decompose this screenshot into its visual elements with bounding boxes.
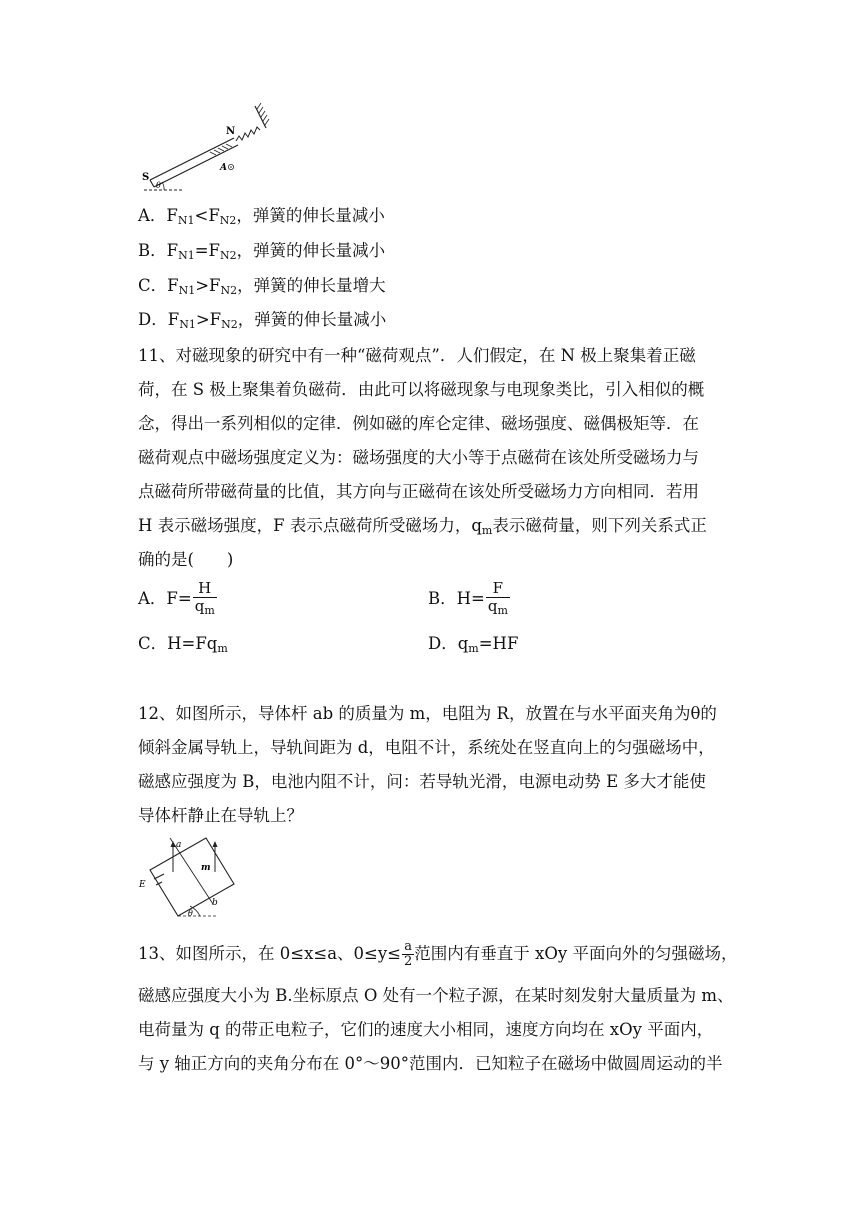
- q13-text-line-1: 13、如图所示，在 0≤x≤a、0≤y≤ $\frac{a}{2}$ 范围内有垂直于 xOy 平面向外的匀强磁场，: [138, 939, 738, 969]
- q10-option-b: B．$F_{N1}=F_{N2}$，弹簧的伸长量减小: [138, 241, 386, 262]
- q12-text-line-1: 12、如图所示，导体杆 ab 的质量为 m，电阻为 R，放置在与水平面夹角为θ的: [138, 704, 717, 723]
- q11-option-a-fraction: $\frac{H}{q_m}$: [194, 579, 215, 617]
- q10-option-d: D．$F_{N1}>F_{N2}$，弹簧的伸长量减小: [138, 310, 387, 331]
- q10-theta-arc: [162, 182, 164, 190]
- q13-text-line-4: 与 y 轴正方向的夹角分布在 0°～90°范围内．已知粒子在磁场中做圆周运动的半: [138, 1054, 723, 1073]
- q10-option-a: A．$F_{N1}<F_{N2}$，弹簧的伸长量减小: [138, 206, 385, 227]
- q12-figure: [138, 832, 238, 920]
- q11-text-line-4: 磁荷观点中磁场强度定义为：磁场强度的大小等于点磁荷在该处所受磁场力与: [138, 448, 699, 467]
- q12-label-b: b: [212, 898, 218, 908]
- q12-label-theta: θ: [188, 909, 193, 918]
- q11-option-a: A．F= $\frac{H}{q_m}$: [138, 579, 215, 617]
- q10-point-a-dot: [230, 166, 232, 168]
- q11-text-line-7: 确的是( ): [138, 550, 234, 569]
- q10-spring: [236, 127, 260, 141]
- q12-field-arrow-left-head: [171, 841, 176, 847]
- q12-label-m: m: [201, 863, 211, 873]
- q13-text-line-2: 磁感应强度大小为 B.坐标原点 O 处有一个粒子源，在某时刻发射大量质量为 m、: [138, 986, 734, 1005]
- q10-option-c: C．$F_{N1}>F_{N2}$，弹簧的伸长量增大: [138, 276, 386, 297]
- q10-board-top: [150, 138, 234, 180]
- q13-text-line-3: 电荷量为 q 的带正电粒子，它们的速度大小相同，速度方向均在 xOy 平面内，: [138, 1020, 714, 1039]
- q11-text-line-3: 念，得出一系列相似的定律．例如磁的库仑定律、磁场强度、磁偶极矩等．在: [138, 414, 699, 433]
- q11-option-b-fraction: $\frac{F}{q_m}$: [487, 579, 508, 617]
- q10-label-s: S: [142, 172, 150, 183]
- q12-battery-plate-1: [154, 874, 164, 879]
- q11-text-line-1: 11、对磁现象的研究中有一种“磁荷观点”．人们假定，在 N 极上聚集着正磁: [138, 346, 696, 365]
- q12-rail-frame: [150, 838, 234, 916]
- q12-label-e: E: [139, 880, 146, 890]
- q11-text-line-2: 荷，在 S 极上聚集着负磁荷．由此可以将磁现象与电现象类比，引入相似的概: [138, 380, 705, 399]
- q12-label-a: a: [176, 840, 182, 850]
- q10-label-n: N: [226, 126, 236, 137]
- q11-option-b: B．H= $\frac{F}{q_m}$: [428, 579, 508, 617]
- q11-text-line-6: H 表示磁场强度，F 表示点磁荷所受磁场力，$q_m$表示磁荷量，则下列关系式正: [138, 516, 707, 537]
- q12-text-line-2: 倾斜金属导轨上，导轨间距为 d，电阻不计，系统处在竖直向上的匀强磁场中，: [138, 738, 715, 757]
- q10-board-end: [150, 180, 154, 187]
- q12-text-line-4: 导体杆静止在导轨上？: [138, 806, 303, 825]
- q11-option-c: C．$H=Fq_m$: [138, 634, 228, 655]
- q12-text-line-3: 磁感应强度为 B，电池内阻不计，问：若导轨光滑，电源电动势 E 多大才能使: [138, 772, 706, 791]
- q11-text-line-5: 点磁荷所带磁荷量的比值，其方向与正磁荷在该处所受磁场力方向相同．若用: [138, 482, 699, 501]
- q10-wall: [255, 106, 266, 128]
- q10-label-theta: θ: [156, 181, 161, 190]
- q10-figure: [138, 98, 278, 196]
- q11-option-d: D．$q_m=HF$: [428, 634, 519, 655]
- q10-label-a: A: [220, 163, 227, 173]
- q12-field-arrow-right-head: [213, 841, 218, 847]
- q13-fraction: $\frac{a}{2}$: [404, 939, 413, 969]
